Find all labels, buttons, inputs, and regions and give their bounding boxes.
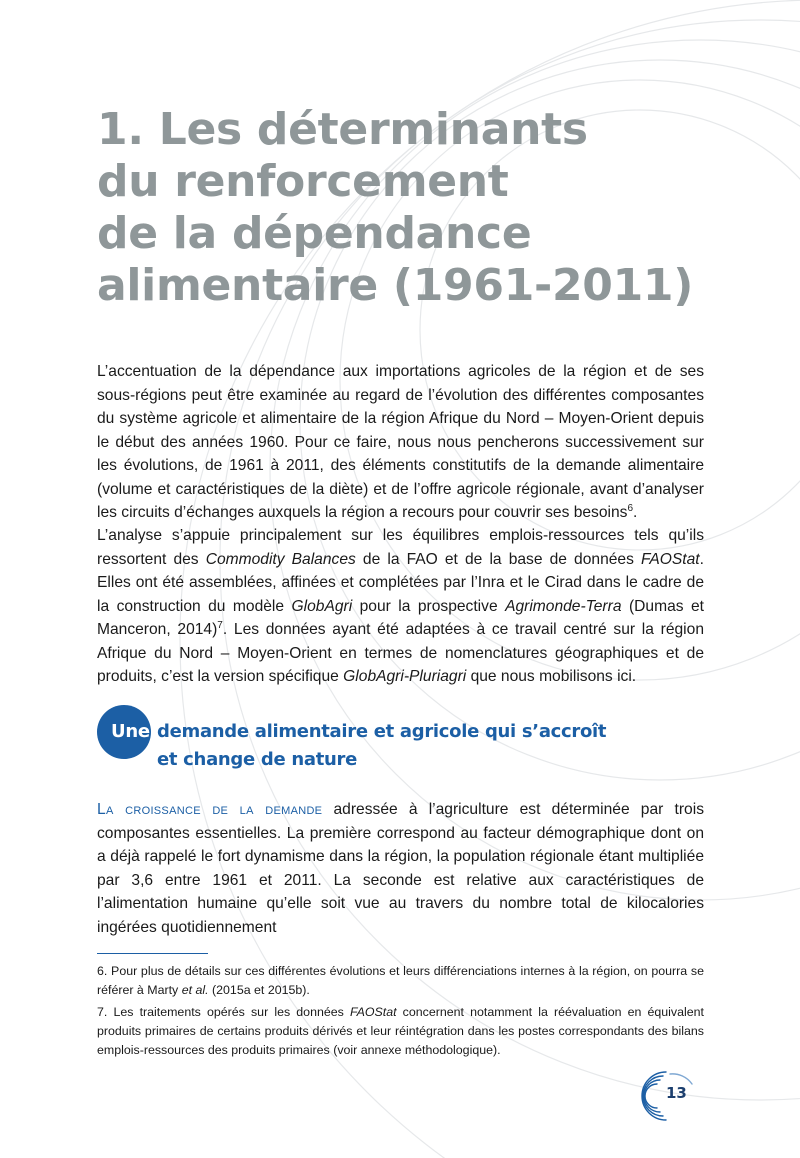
- method-italic-faostat: FAOStat: [641, 550, 700, 568]
- demand-lead-in: La croissance de la demande: [97, 801, 323, 818]
- chapter-title-line: de la dépendance: [97, 208, 532, 259]
- method-italic-agrimonde-terra: Agrimonde-Terra: [505, 597, 622, 615]
- page-number: 13: [666, 1084, 687, 1102]
- footnote-6-number: 6.: [97, 964, 108, 978]
- method-italic-globagri: GlobAgri: [291, 597, 353, 615]
- intro-paragraph-text: L’accentuation de la dépendance aux importations agricoles de la région et de ses sous-régions peut être examinée au regard de l’évolution des différentes composantes du système agricole et alimentaire de la région Afrique du Nord – Moyen-Orient depuis le début des années 1960. Pour ce faire, nous nous pencherons successivement sur les évolutions, de 1961 à 2011, des éléments constitutifs de la demande alimentaire (volume et caractéristiques de la diète) et de l’offre agricole régionale, avant d’analyser les circuits d’échanges auxquels la région a recours pour couvrir ses besoins: [97, 363, 704, 521]
- footnote-separator: [97, 953, 208, 954]
- method-text-1: L’analyse s’appuie principalement sur les équilibres emplois-ressources tels qu’ils ressortent des: [97, 527, 704, 568]
- footnote-7-text-2: concernent notamment la réévaluation en équivalent produits primaires de certains produits dérivés et leur réintégration dans les postes correspondants des bilans emplois-ressources des produits primaires (voir annexe méthodologique).: [97, 1005, 704, 1057]
- footnote-7: [97, 1003, 704, 1060]
- chapter-title-line: du renforcement: [97, 156, 509, 207]
- intro-paragraph: [97, 360, 704, 525]
- section-heading-line2: et change de nature: [157, 749, 358, 770]
- method-text-5: (Dumas et Manceron, 2014): [97, 597, 704, 638]
- footnote-6-text-2: (2015a et 2015b).: [208, 983, 310, 997]
- section-heading: [97, 705, 717, 775]
- footnote-6-text-1: Pour plus de détails sur ces différentes évolutions et leurs différenciations internes à la région, on pourra se référer à Marty: [97, 964, 704, 997]
- footnote-6: [97, 962, 704, 1000]
- footnote-ref-7[interactable]: 7: [217, 619, 223, 631]
- section-heading-line1: demande alimentaire et agricole qui s’accroît: [157, 721, 607, 742]
- method-text-4: pour la prospective: [352, 597, 506, 615]
- section-heading-prefix: Une: [111, 721, 150, 742]
- footnote-7-number: 7.: [97, 1005, 108, 1019]
- demand-paragraph: [97, 798, 704, 939]
- chapter-title: [97, 104, 697, 312]
- method-italic-commodity-balances: Commodity Balances: [205, 550, 356, 568]
- demand-paragraph-text: adressée à l’agriculture est déterminée par trois composantes essentielles. La première correspond au facteur démographique dont on a déjà rappelé le fort dynamisme dans la région, la population régionale étant multipliée par 3,6 entre 1961 et 2011. La seconde est relative aux caractéristiques de l’alimentation humaine qu’elle soit vue au travers du nombre total de kilocalories ingérées quotidiennement: [97, 801, 704, 936]
- method-text-3: . Elles ont été assemblées, affinées et complétées par l’Inra et le Cirad dans le cadre de la construction du modèle: [97, 550, 704, 615]
- method-paragraph: [97, 524, 704, 689]
- method-text-6: . Les données ayant été adaptées à ce travail centré sur la région Afrique du Nord – Moyen-Orient en termes de nomenclatures géographiques et de produits, c’est la version spécifique: [97, 621, 704, 685]
- footnote-7-text-1: Les traitements opérés sur les données: [107, 1005, 350, 1019]
- chapter-title-line: alimentaire (1961-2011): [97, 260, 694, 311]
- footnote-ref-6[interactable]: 6: [627, 502, 634, 514]
- chapter-title-line: 1. Les déterminants: [97, 104, 588, 155]
- method-text-2: de la FAO et de la base de données: [355, 550, 641, 568]
- method-italic-globagri-pluriagri: GlobAgri-Pluriagri: [343, 668, 467, 685]
- method-text-7: que nous mobilisons ici.: [466, 668, 637, 685]
- footnote-6-italic: et al.: [181, 983, 209, 997]
- footnote-7-italic: FAOStat: [349, 1005, 397, 1019]
- intro-paragraph-end: .: [633, 504, 638, 521]
